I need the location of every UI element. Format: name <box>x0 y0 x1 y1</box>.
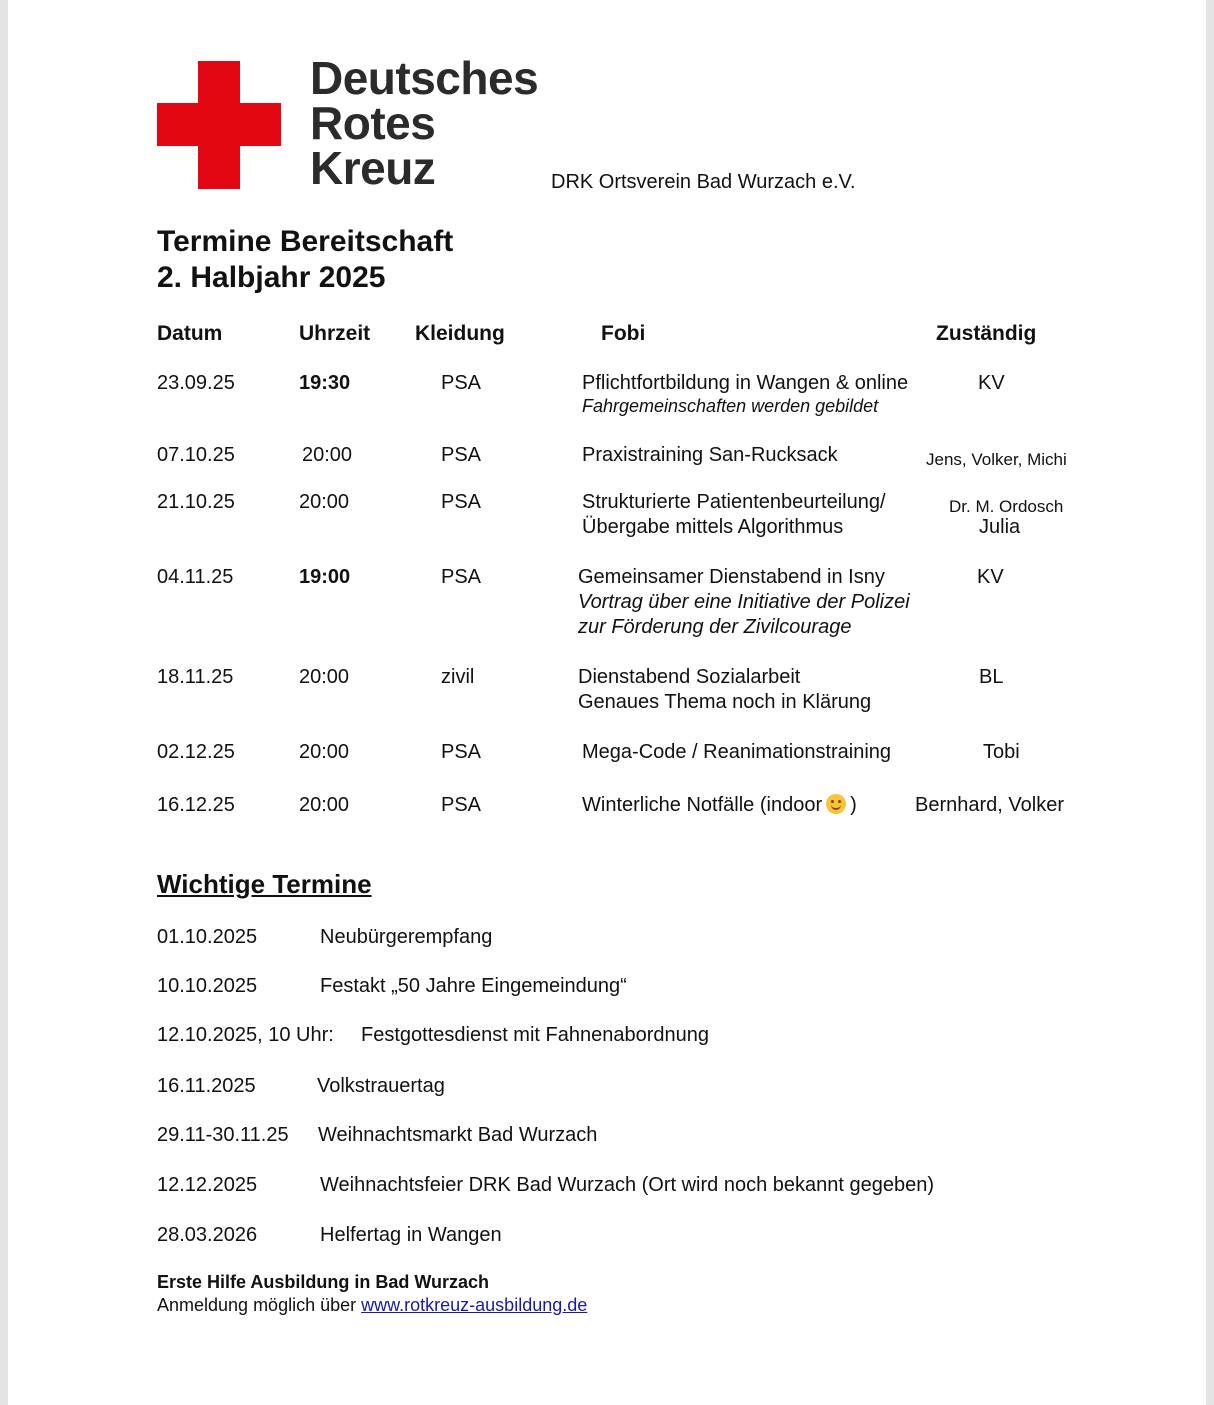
event-text: Festakt „50 Jahre Eingemeindung“ <box>320 975 627 997</box>
row-clothing: PSA <box>441 794 482 816</box>
row-topic: Mega-Code / Reanimationstraining <box>582 741 892 763</box>
row-time: 20:00 <box>299 741 350 763</box>
event-text: Neubürgerempfang <box>320 926 493 948</box>
event-date: 12.10.2025, 10 Uhr: <box>157 1024 334 1046</box>
row-clothing: PSA <box>441 491 482 513</box>
row-note: Fahrgemeinschaften werden gebildet <box>582 396 879 416</box>
event-text: Weihnachtsmarkt Bad Wurzach <box>318 1124 598 1146</box>
title-line-1: Termine Bereitschaft <box>157 225 454 258</box>
row-date: 18.11.25 <box>157 666 234 688</box>
row-responsible: KV <box>978 372 1005 394</box>
row-time: 20:00 <box>299 666 350 688</box>
row-topic-text: Winterliche Notfälle (indoor <box>582 794 823 816</box>
row-responsible-line-2: Julia <box>979 516 1021 538</box>
event-date: 29.11-30.11.25 <box>157 1124 289 1146</box>
page-title <box>157 224 453 296</box>
row-date: 07.10.25 <box>157 444 235 466</box>
footer-text <box>157 1295 587 1316</box>
header-responsible: Zuständig <box>936 322 1037 345</box>
important-heading: Wichtige Termine <box>157 869 372 899</box>
row-topic: Gemeinsamer Dienstabend in Isny <box>578 566 885 588</box>
row-clothing: PSA <box>441 741 482 763</box>
row-topic: Strukturierte Patientenbeurteilung/ <box>582 491 886 513</box>
event-text: Helfertag in Wangen <box>320 1224 502 1246</box>
logo-wordmark <box>310 52 539 194</box>
row-date: 16.12.25 <box>157 794 235 816</box>
row-responsible: KV <box>977 566 1004 588</box>
event-text: Weihnachtsfeier DRK Bad Wurzach (Ort wird noch bekannt gegeben) <box>320 1174 935 1196</box>
row-date: 21.10.25 <box>157 491 235 513</box>
row-responsible: Jens, Volker, Michi <box>926 450 1067 469</box>
training-website-link[interactable]: www.rotkreuz-ausbildung.de <box>361 1295 588 1315</box>
header-date: Datum <box>157 322 223 345</box>
row-time: 19:00 <box>299 566 351 588</box>
event-date: 10.10.2025 <box>157 975 258 997</box>
header-topic: Fobi <box>601 322 646 345</box>
row-responsible: Bernhard, Volker <box>915 794 1064 816</box>
row-responsible: BL <box>979 666 1004 688</box>
row-note: Vortrag über eine Initiative der Polizei <box>578 591 910 613</box>
row-clothing: PSA <box>441 444 482 466</box>
row-topic: Dienstabend Sozialarbeit <box>578 666 801 688</box>
row-topic-line-2: Übergabe mittels Algorithmus <box>582 516 844 538</box>
row-time: 20:00 <box>299 491 350 513</box>
row-clothing: PSA <box>441 566 482 588</box>
logo-line-2: Rotes <box>310 97 436 149</box>
row-topic: Praxistraining San-Rucksack <box>582 444 838 466</box>
row-responsible: Dr. M. Ordosch <box>949 497 1064 516</box>
row-topic-paren: ) <box>850 794 857 816</box>
footer-heading: Erste Hilfe Ausbildung in Bad Wurzach <box>157 1272 490 1292</box>
event-date: 28.03.2026 <box>157 1224 258 1246</box>
organization-name: DRK Ortsverein Bad Wurzach e.V. <box>551 171 856 193</box>
row-date: 04.11.25 <box>157 566 234 588</box>
row-clothing: zivil <box>441 666 475 688</box>
document-page <box>8 0 1206 1405</box>
title-line-2: 2. Halbjahr 2025 <box>157 261 386 294</box>
event-date: 16.11.2025 <box>157 1075 256 1097</box>
event-text: Festgottesdienst mit Fahnenabordnung <box>361 1024 709 1046</box>
header-clothing: Kleidung <box>415 322 505 345</box>
row-topic <box>582 793 857 818</box>
row-date: 02.12.25 <box>157 741 235 763</box>
row-topic: Pflichtfortbildung in Wangen & online <box>582 372 909 394</box>
row-date: 23.09.25 <box>157 372 235 394</box>
event-text: Volkstrauertag <box>317 1075 445 1097</box>
event-date: 01.10.2025 <box>157 926 258 948</box>
smiling-face-icon <box>826 794 846 814</box>
event-date: 12.12.2025 <box>157 1174 258 1196</box>
row-clothing: PSA <box>441 372 482 394</box>
row-note-line-2: zur Förderung der Zivilcourage <box>578 616 852 638</box>
footer-text-label: Anmeldung möglich über <box>157 1295 357 1315</box>
row-responsible: Tobi <box>983 741 1020 763</box>
row-time: 19:30 <box>299 372 351 394</box>
row-topic-line-2: Genaues Thema noch in Klärung <box>578 691 872 713</box>
row-time: 20:00 <box>299 794 350 816</box>
row-time: 20:00 <box>302 444 353 466</box>
red-cross-logo-icon <box>157 61 281 189</box>
logo-line-1: Deutsches <box>310 52 539 104</box>
logo-line-3: Kreuz <box>310 142 436 194</box>
header-time: Uhrzeit <box>299 322 371 345</box>
